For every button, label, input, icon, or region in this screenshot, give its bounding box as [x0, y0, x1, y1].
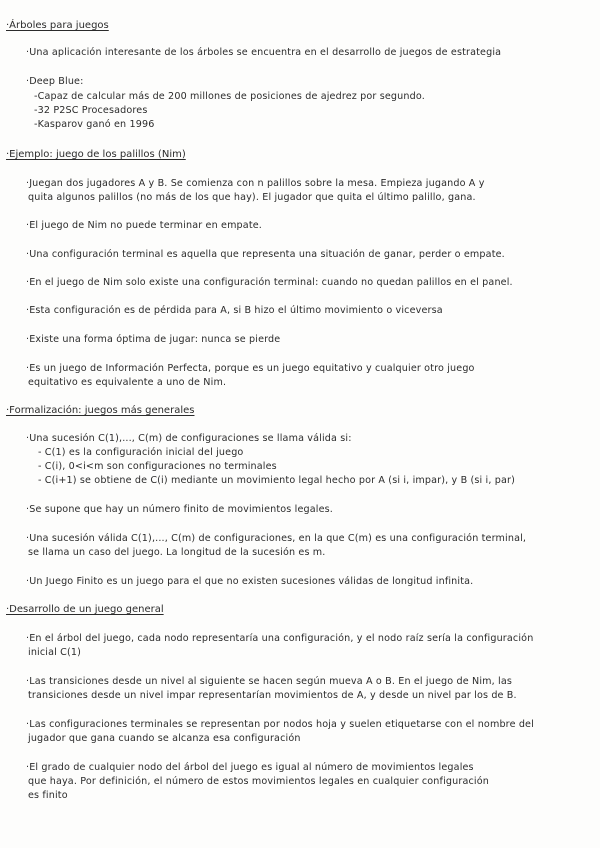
note-line: equitativo es equivalente a uno de Nim. — [28, 377, 227, 388]
note-line: ·Un Juego Finito es un juego para el que no existen sucesiones válidas de longitud infinita. — [26, 576, 474, 587]
note-line: ·Juegan dos jugadores A y B. Se comienza con n palillos sobre la mesa. Empieza jugando A y — [26, 178, 485, 189]
note-line: inicial C(1) — [28, 647, 82, 658]
note-line: ·Una aplicación interesante de los árboles se encuentra en el desarrollo de juegos de estrategia — [26, 47, 502, 58]
note-line: ·Esta configuración es de pérdida para A, si B hizo el último movimiento o viceversa — [26, 305, 443, 316]
section-heading-ejemplo: ·Ejemplo: juego de los palillos (Nim) — [6, 149, 186, 160]
note-line: ·Una sucesión válida C(1),..., C(m) de configuraciones, en la que C(m) es una configuración terminal, — [26, 533, 527, 544]
note-line: es finito — [28, 790, 68, 801]
note-line: ·El juego de Nim no puede terminar en empate. — [26, 220, 262, 231]
note-line: ·Una sucesión C(1),..., C(m) de configuraciones se llama válida si: — [26, 433, 352, 444]
note-line: ·Una configuración terminal es aquella que representa una situación de ganar, perder o empate. — [26, 249, 505, 260]
section-heading-arboles: ·Árboles para juegos — [6, 20, 109, 31]
section-heading-desarrollo: ·Desarrollo de un juego general — [6, 604, 164, 615]
note-line: - C(i+1) se obtiene de C(i) mediante un movimiento legal hecho por A (si i, impar), y B (si i, par) — [38, 475, 516, 486]
note-line: -Kasparov ganó en 1996 — [34, 119, 155, 130]
note-line: que haya. Por definición, el número de estos movimientos legales en cualquier configuración — [28, 776, 489, 787]
section-heading-formalizacion: ·Formalización: juegos más generales — [6, 405, 195, 416]
note-line: quita algunos palillos (no más de los que hay). El jugador que quita el último palillo, gana. — [28, 192, 476, 203]
note-line: ·El grado de cualquier nodo del árbol del juego es igual al número de movimientos legales — [26, 762, 474, 773]
note-line: jugador que gana cuando se alcanza esa configuración — [28, 733, 301, 744]
note-line: ·Se supone que hay un número finito de movimientos legales. — [26, 504, 333, 515]
note-line: ·Es un juego de Información Perfecta, porque es un juego equitativo y cualquier otro juego — [26, 363, 475, 374]
note-line: transiciones desde un nivel impar representarían movimientos de A, y desde un nivel par los de B. — [28, 690, 517, 701]
note-line: ·En el árbol del juego, cada nodo representaría una configuración, y el nodo raíz sería la configuración — [26, 633, 534, 644]
note-line: ·Las configuraciones terminales se representan por nodos hoja y suelen etiquetarse con el nombre del — [26, 719, 534, 730]
note-line: - C(1) es la configuración inicial del juego — [38, 447, 244, 458]
note-line: - C(i), 0<i<m son configuraciones no terminales — [38, 461, 277, 472]
note-line: -Capaz de calcular más de 200 millones de posiciones de ajedrez por segundo. — [34, 91, 425, 102]
note-line: ·Deep Blue: — [26, 76, 84, 87]
note-line: ·Las transiciones desde un nivel al siguiente se hacen según mueva A o B. En el juego de Nim, las — [26, 676, 513, 687]
note-line: se llama un caso del juego. La longitud de la sucesión es m. — [28, 547, 326, 558]
note-line: -32 P2SC Procesadores — [34, 105, 148, 116]
note-line: ·En el juego de Nim solo existe una configuración terminal: cuando no quedan palillos en el panel. — [26, 277, 513, 288]
note-line: ·Existe una forma óptima de jugar: nunca se pierde — [26, 334, 281, 345]
